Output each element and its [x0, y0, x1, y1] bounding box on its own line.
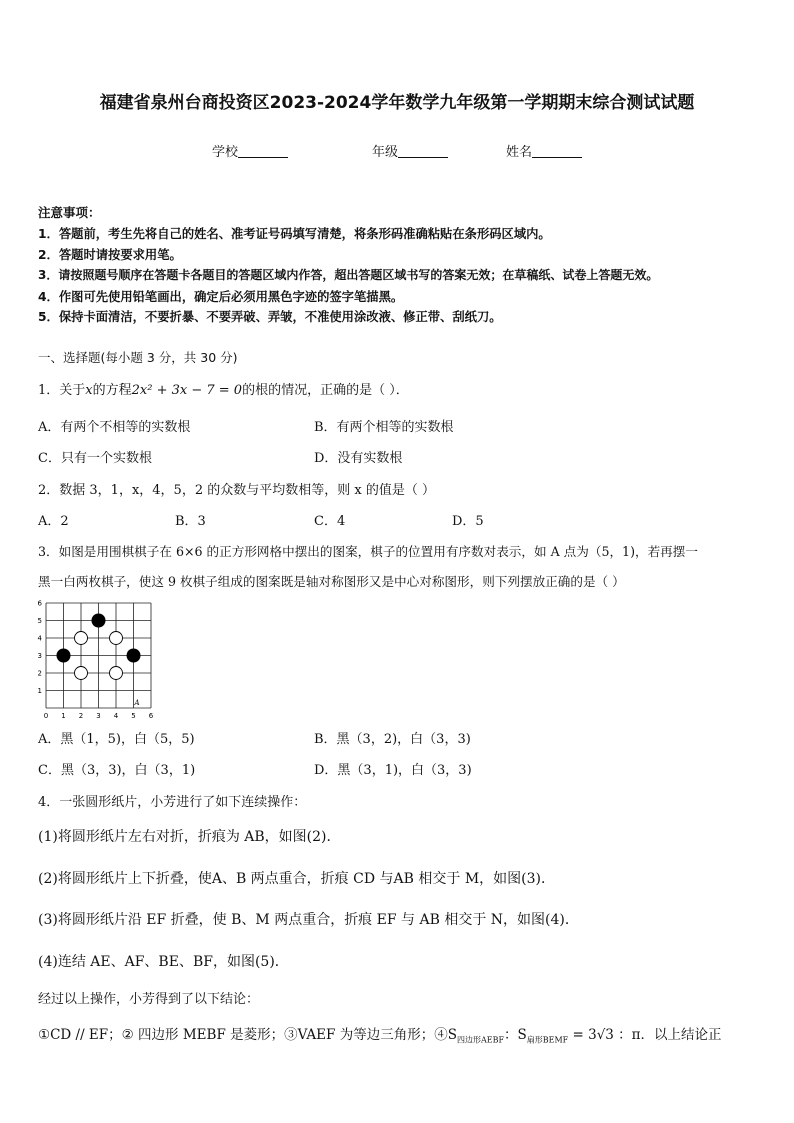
- page-title: 福建省泉州台商投资区2023-2024学年数学九年级第一学期期末综合测试试题: [99, 93, 695, 113]
- x-tick-label: 3: [96, 712, 101, 720]
- question-4-stem: 4．一张圆形纸片，小芳进行了如下连续操作：: [38, 795, 307, 810]
- q1-option-a[interactable]: A．有两个不相等的实数根: [38, 420, 191, 435]
- q2-option-d[interactable]: D．5: [452, 514, 484, 529]
- name-blank[interactable]: [532, 145, 582, 158]
- note-item: 1．答题前，考生先将自己的姓名、准考证号码填写清楚，将条形码准确粘贴在条形码区域内。: [38, 227, 551, 241]
- grade-blank[interactable]: [398, 145, 448, 158]
- go-board-figure: [36, 598, 160, 722]
- equation: 2x² + 3x − 7 = 0: [131, 383, 243, 398]
- white-stone: [110, 632, 123, 645]
- q4-conclusion-intro: 经过以上操作，小芳得到了以下结论：: [38, 992, 260, 1007]
- q2-option-a[interactable]: A．2: [38, 514, 69, 529]
- grade-field: [372, 141, 448, 160]
- note-item: 5．保持卡面清洁，不要折暴、不要弄破、弄皱，不准使用涂改液、修正带、刮纸刀。: [38, 310, 502, 324]
- name-field: [506, 141, 582, 160]
- q1-option-d[interactable]: D．没有实数根: [314, 451, 403, 466]
- q3-option-c[interactable]: C．黑（3，3)，白（3，1): [38, 763, 196, 778]
- y-tick-label: 4: [37, 634, 42, 643]
- white-stone: [110, 667, 123, 680]
- q4-step-2: (2)将圆形纸片上下折叠，使A、B 两点重合，折痕 CD 与AB 相交于 M，如图(3)．: [38, 871, 555, 887]
- white-stone: [75, 632, 88, 645]
- white-stone: [75, 667, 88, 680]
- school-label: 学校: [212, 145, 239, 160]
- question-3-stem-line1: 3．如图是用围棋棋子在 6×6 的正方形网格中摆出的图案，棋子的位置用有序数对表示，如 A 点为（5，1)，若再摆一: [38, 544, 698, 559]
- q3-option-d[interactable]: D．黑（3，1)，白（3，3): [314, 763, 472, 778]
- y-tick-label: 3: [37, 652, 42, 660]
- y-tick-label: 5: [37, 617, 42, 625]
- q4-step-4: (4)连结 AE、AF、BE、BF，如图(5)．: [38, 954, 289, 970]
- q1-option-c[interactable]: C．只有一个实数根: [38, 451, 152, 466]
- note-item: 2．答题时请按要求用笔。: [38, 248, 182, 262]
- q4-conclusions: ①CD // EF；② 四边形 MEBF 是菱形；③VAEF 为等边三角形；$④S_{四边形AEBF}$：$S_{扇形BEMF} = 3√3$ ：π．以上结论正: [38, 1027, 722, 1045]
- y-tick-label: 6: [37, 599, 42, 608]
- x-tick-label: 5: [131, 712, 136, 720]
- school-blank[interactable]: [238, 145, 288, 158]
- y-tick-label: 2: [37, 669, 42, 678]
- q2-option-c[interactable]: C．4: [314, 514, 346, 529]
- q3-option-b[interactable]: B．黑（3，2)，白（3，3): [314, 732, 471, 747]
- school-field: [212, 141, 288, 160]
- black-stone: [127, 649, 140, 662]
- notes-heading: 注意事项：: [38, 205, 101, 220]
- var-x: x: [85, 383, 93, 398]
- black-stone: [92, 614, 105, 627]
- x-tick-label: 1: [61, 712, 66, 720]
- q3-option-a[interactable]: A．黑（1，5)，白（5，5): [38, 732, 195, 747]
- grade-label: 年级: [372, 145, 399, 160]
- q2-option-b[interactable]: B．3: [175, 514, 206, 529]
- q4-step-1: (1)将圆形纸片左右对折，折痕为 AB，如图(2)．: [38, 829, 341, 845]
- y-tick-label: 1: [37, 687, 42, 695]
- q1-option-b[interactable]: B．有两个相等的实数根: [314, 420, 454, 435]
- note-item: 4．作图可先使用铅笔画出，确定后必须用黑色字迹的签字笔描黑。: [38, 290, 404, 304]
- name-label: 姓名: [506, 145, 533, 160]
- x-tick-label: 6: [148, 712, 154, 720]
- point-a-label: A: [134, 699, 140, 707]
- section-heading: 一、选择题(每小题 3 分，共 30 分): [38, 350, 238, 365]
- question-3-stem-line2: 黑一白两枚棋子，使这 9 枚棋子组成的图案既是轴对称图形又是中心对称图形，则下列摆放正确的是（ ）: [38, 574, 625, 589]
- question-1-stem: 1．关于x的方程2x² + 3x − 7 = 0的根的情况，正确的是（ ）．: [38, 383, 409, 398]
- x-tick-label: 0: [43, 712, 49, 720]
- x-tick-label: 4: [113, 712, 119, 720]
- black-stone: [57, 649, 70, 662]
- x-tick-label: 2: [78, 712, 84, 720]
- q4-step-3: (3)将圆形纸片沿 EF 折叠，使 B、M 两点重合，折痕 EF 与 AB 相交于 N，如图(4)．: [38, 912, 579, 928]
- question-2-stem: 2．数据 3，1，x，4，5，2 的众数与平均数相等，则 x 的值是（ ）: [38, 483, 435, 498]
- note-item: 3．请按照题号顺序在答题卡各题目的答题区域内作答，超出答题区域书写的答案无效；在草稿纸、试卷上答题无效。: [38, 268, 659, 282]
